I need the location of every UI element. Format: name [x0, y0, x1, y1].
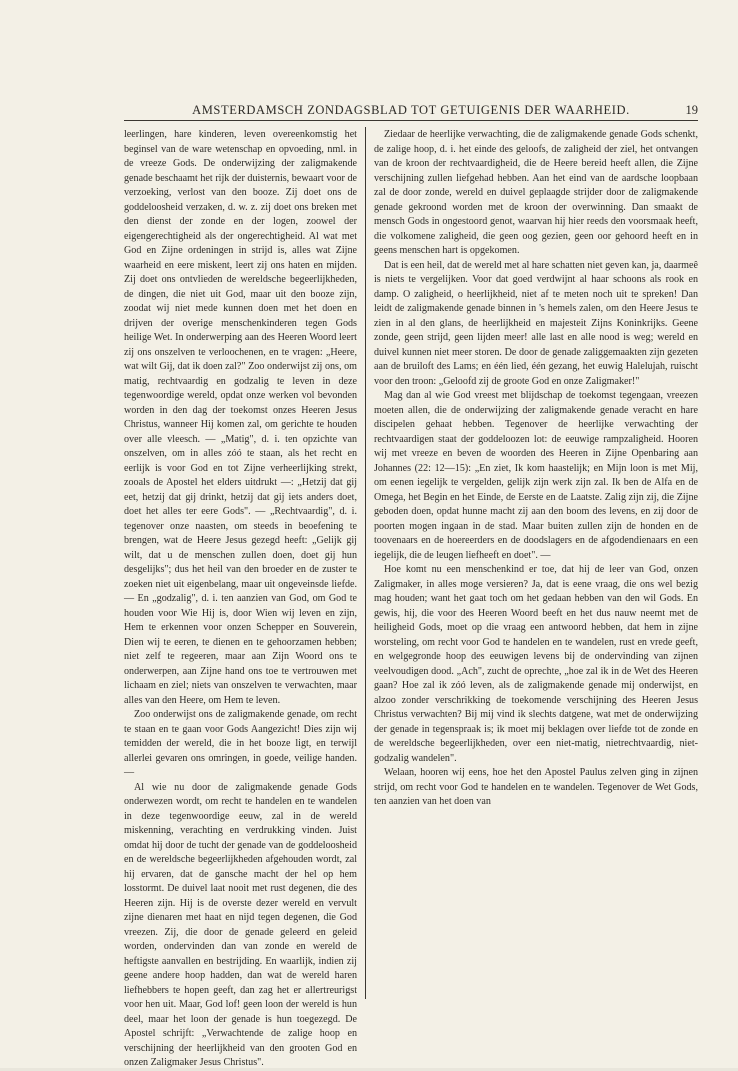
- paragraph: Al wie nu door de zaligmakende genade Gods onderwezen wordt, om recht te handelen en te wandelen in deze tegenwoordige eeuw, zal in de wereld miskenning, verachting en verdrukking vinden. Juist omdat hij door de tucht der genade van de goddeloosheid en de wereldsche begeerlijkheden afgehouden wordt, zal hij ervaren, dat de gansche macht der hel op hem losstormt. De duivel laat nooit met rust degenen, die des Heeren zijn. Hij is de overste dezer wereld en vervult zijne dienaren met haat en nijd tegen degenen, die God vreezen. Zij, die door de genade geleerd en geleid worden, ondervinden dan van zonde en wereld de heftigste aanvallen en bestrijding. En waarlijk, indien zij geene andere hoop hadden, dan wat de wereld haren liefhebbers te hopen geeft, dan zag het er allertreurigst voor hen uit. Maar, God lof! geen loon der wereld is hun deel, maar het loon der genade is hun toegezegd. De Apostel schrijft: „Verwachtende de zalige hoop en verschijning der heerlijkheid van den grooten God en onzen Zaligmaker Jesus Christus".: [124, 781, 357, 1068]
- paragraph: Welaan, hooren wij eens, hoe het den Apostel Paulus zelven ging in zijnen strijd, om recht voor God te handelen en te wandelen. Tegenover de Wet Gods, ten aanzien van het doen van: [374, 767, 698, 807]
- page-number: 19: [685, 103, 698, 117]
- paragraph: Ziedaar de heerlijke verwachting, die de zaligmakende genade Gods schenkt, de zalige hoop, d. i. het einde des geloofs, de zaligheid der ziel, het ontvangen van de kroon der rechtvaardigheid, die de Heere bereid heeft allen, die Zijne verschijning zullen liefgehad hebben. Aan het eind van de aardsche loopbaan zal de door zonde, wereld en duivel geplaagde strijder door de zaligmakende genade gekroond worden met de kroon der overwinning. Dan smaakt de mensch Gods in ongestoord genot, waarvan hij hier reeds den voorsmaak heeft, die volkomene zaligheid, die geen oog gezien, geen oor gehoord heeft en in geens menschen hart is opgekomen.: [374, 129, 698, 256]
- paragraph: Dat is een heil, dat de wereld met al hare schatten niet geven kan, ja, daarmeê is niets te vergelijken. Voor dat goed verdwijnt al haar schoons als rook en damp. O zaligheid, o heerlijkheid, niet af te meten noch uit te spreken! Dan leidt de zaligmakende genade binnen in 's hemels zalen, om den Heere Jesus te zien in al den glans, de heerlijkheid en majesteit Zijns Koninkrijks. Geene zonde, geen strijd, geen lijden meer! alle last en alle nood is weg; wereld en duivel kunnen niet meer storen. De door de genade zaliggemaakten zijn gezeten aan de bruiloft des Lams; en één lied, één gezang, het euwig Halelujah, ruischt voor den troon: „Geloofd zij de groote God en onze Zaligmaker!": [374, 259, 698, 387]
- running-header: AMSTERDAMSCH ZONDAGSBLAD TOT GETUIGENIS DER WAARHEID.: [192, 103, 630, 117]
- paragraph: leerlingen, hare kinderen, leven overeenkomstig het beginsel van de ware wetenschap en opvoeding, nml. in de vreeze Gods. De onderwijzing der zaligmakende genade beschaamt het rijk der duisternis, bewaart voor de verzoeking, verlost van den booze. Zij doet ons de goddeloosheid verzaken, d. w. z. zij doet ons breken met den dienst der zonde en der logen, zoowel der eigengerechtigheid als der ongerechtigheid. Al wat met God en Zijne ordeningen in strijd is, alles wat Zijne waarheid en eere miskent, leert zij ons haten en mijden. Zij doet ons ontvlieden de wereldsche begeerlijkheden, de dingen, die niet uit God, maar uit den booze zijn, zoodat wij niet mede kunnen doen met het doen en drijven der overige menschenkinderen tegen Gods heilige Wet. In onderwerping aan des Heeren Woord leert zij ons onszelven te verloochenen, en te vragen: „Heere, wat wilt Gij, dat ik doen zal?" Zoo onderwijst zij ons, om matig, rechtvaardig en godzalig te leven in deze tegenwoordige wereld, opdat onze werken vol bevonden worden in den dag der toekomst onzes Heeren Jesus Christus, wanneer Hij komen zal, om gerichte te houden over alle vleesch. — „Matig", d. i. ten opzichte van onszelven, om in alles zóó te staan, als het recht en eerlijk is voor God en tot Zijne verheerlijking strekt, zooals de Apostel het elders uitdrukt —: „Hetzij dat gij eet, hetzij dat gij drinkt, hetzij dat gij iets anders doet, doet het alles ter eere Gods". — „Rechtvaardig", d. i. tegenover onze naasten, om steeds in beoefening te brengen, wat de Heere Jesus gezegd heeft: „Gelijk gij wilt, dat u de menschen zullen doen, doet gij hun desgelijks"; dus het heil van den broeder en de zuster te zoeken niet uit eigenbelang, maar uit ongeveinsde liefde. — En „godzalig", d. i. ten aanzien van God, om God te houden voor Wie Hij is, door Wien wij leven en zijn, Hem te erkennen voor onzen Schepper en Souverein, Dien wij te eeren, te dienen en te gehoorzamen hebben; niet zelf te regeeren, maar aan Zijn Woord ons te onderwerpen, aan Zijne hand ons toe te vertrouwen met lichaam en ziel; niets van onszelven te verwachten, maar alles van den Heere, om Hem te leven.: [124, 129, 357, 706]
- left-column: [124, 128, 357, 1071]
- right-column: [374, 128, 698, 810]
- paragraph: Hoe komt nu een menschenkind er toe, dat hij de leer van God, onzen Zaligmaker, in alles moge versieren? Ja, dat is eene vraag, die ons wel bezig mag houden; want het gaat toch om het gedaan hebben van den wil Gods. En gewis, hij, die voor des Heeren Woord beeft en het dus nauw neemt met de heiligheid Gods, moet op die vraag een antwoord hebben, dat hem in zijne worsteling, om recht voor God te handelen en te wandelen, rust en vrede geeft, en welgegronde hoop des eeuwigen levens bij de ondervinding van zijnen veelvoudigen dood. „Ach", zucht de oprechte, „hoe zal ik in de Wet des Heeren gaan? Hoe zal ik zóó leven, als de zaligmakende genade mij onderwijst, en alzoo zonder verschrikking de toekomende verschijning des Heeren Jesus Christus verwachten? Bij mij vind ik slechts datgene, wat met de onderwijzing der genade in tegenspraak is; ik moet mij beklagen over liefde tot de zonde en de wereldsche begeerlijkheden, over een niet-matig, nietrechtvaardig, niet-godzalig wandelen".: [374, 564, 698, 764]
- paragraph: Mag dan al wie God vreest met blijdschap de toekomst tegengaan, vreezen moeten allen, die de onderwijzing der zaligmakende genade veracht en hare discipelen gehaat hebben. Tegenover de heerlijke verwachting der rechtvaardigen staat der goddeloozen lot: de eeuwige rampzaligheid. Hooren wij met vreeze en beven de woorden des Heeren in Zijne Openbaring aan Johannes (22: 12—15): „En ziet, Ik kom haastelijk; en Mijn loon is met Mij, om eenen iegelijk te vergelden, gelijk zijn werk zijn zal. Ik ben de Alfa en de Omega, het Begin en het Einde, de Eerste en de Laatste. Zalig zijn zij, die Zijne geboden doen, opdat hunne macht zij aan den boom des levens, en zij door de poorten mogen ingaan in de stad. Maar buiten zullen zijn de honden en de toovenaars en de hoereerders en de doodslagers en de afgodendienaars en een iegelijk, die de leugen liefheeft en doet". —: [374, 390, 698, 561]
- header-rule: [124, 120, 698, 121]
- paragraph: Zoo onderwijst ons de zaligmakende genade, om recht te staan en te gaan voor Gods Aangezicht! Dies zijn wij temidden der wereld, die in het booze ligt, en terwijl allerlei gevaren ons omringen, in goede, veilige handen. —: [124, 709, 357, 778]
- column-divider: [365, 127, 366, 999]
